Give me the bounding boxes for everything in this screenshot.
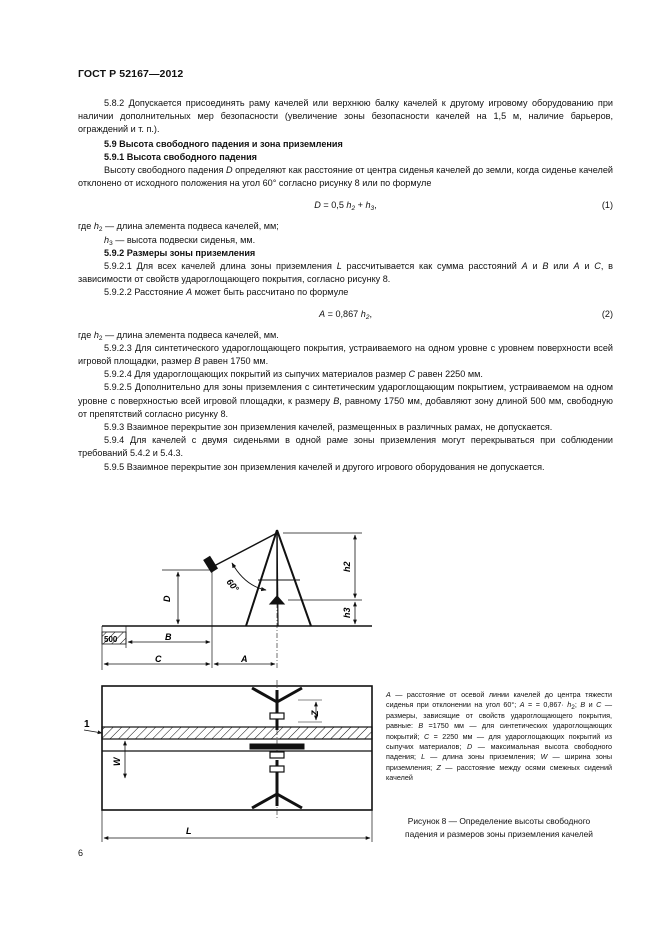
plan-leg-tl <box>252 688 277 702</box>
document-header: ГОСТ Р 52167—2012 <box>78 68 184 80</box>
paragraph-5-9-2-5: 5.9.2.5 Дополнительно для зоны приземления с синтетическим удароглощающим покрытием, устраиваемом на одном уровне с поверхностью всей игровой площадки, к размеру B, равному 1750 мм, добавляют зону длиной 500 мм, свободную от препятствий согласно рисунку 8. <box>78 382 613 419</box>
swing-plan <box>84 680 372 842</box>
label-h2: h2 <box>342 561 352 572</box>
elevation-labels <box>104 561 352 664</box>
paragraph-5-9-1: Высоту свободного падения D определяют как расстояние от центра сиденья качелей до земли, когда сиденье качелей отклонено от исходного положения на угол 60° согласно рисунку 8 или по формуле <box>78 165 613 189</box>
label-w: W <box>112 757 122 766</box>
plan-leg-bl <box>252 794 277 808</box>
figure-legend: A — расстояние от осевой линии качелей до центра тяжести сиденья при отклонении на угол 60°; A = = $0,867\cdot h_2$; B и C — размеры, зависящие от свойств удароглощающего покрытия, равные: B =1750 мм — для синтетических удароглощающих покрытий; C = 2250 мм — для удароглощающих покрытий из сыпучих материалов; D — максимальная высота свободного падения; L — длина зоны приземления; W — ширина зоны приземления; Z — расстояние между осями смежных сидений качелей <box>386 690 613 783</box>
paragraph-5-9-2-1: 5.9.2.1 Для всех качелей длина зоны приземления L рассчитывается как сумма расстояний A и B или A и C, в зависимости от свойств удароглощающего покрытия, согласно рисунку 8. <box>78 261 613 285</box>
where-h2-2: где $h_2$ — длина элемента подвеса качелей, мм. <box>78 329 279 342</box>
equation-number: (2) <box>601 308 613 319</box>
plan-crossbar <box>250 744 304 749</box>
leader-1 <box>84 730 102 733</box>
label-d: D <box>162 595 172 602</box>
paragraph-5-9-5: 5.9.5 Взаимное перекрытие зон приземления качелей и другого игрового оборудования не допускается. <box>104 461 545 472</box>
swing-elevation <box>102 530 372 670</box>
where-h3: $h_3$ — высота подвески сиденья, мм. <box>104 234 256 247</box>
equation-2: A = 0,867 $h_2$, (2) <box>78 302 613 327</box>
plan-leg-br <box>277 794 302 808</box>
heading-5-9-2: 5.9.2 Размеры зоны приземления <box>104 247 256 258</box>
figure-caption: Рисунок 8 — Определение высоты свободного падения и размеров зоны приземления качелей <box>405 816 593 839</box>
paragraph-5-9-3: 5.9.3 Взаимное перекрытие зон приземления качелей, размещенных в различных рамах, не допускается. <box>104 422 553 433</box>
paragraph-5-9-2-2: 5.9.2.2 Расстояние A может быть рассчитано по формуле <box>104 287 349 298</box>
plan-seat-1 <box>270 713 284 719</box>
where-h2: где $h_2$ — длина элемента подвеса качелей, мм; <box>78 221 279 234</box>
plan-beam <box>102 727 372 739</box>
label-z: Z <box>310 710 320 716</box>
plan-seat-3 <box>270 766 284 772</box>
plan-seat-2 <box>270 752 284 758</box>
heading-5-9: 5.9 Высота свободного падения и зона приземления <box>104 138 343 149</box>
label-angle: 60° <box>224 576 241 594</box>
frame-leg-left <box>246 530 277 626</box>
label-1: 1 <box>84 719 90 730</box>
label-h3: h3 <box>342 607 352 618</box>
label-a: A <box>241 654 248 664</box>
paragraph-5-9-4: 5.9.4 Для качелей с двумя сиденьями в одной раме зоны приземления могут перекрываться при соблюдении требований 5.4.2 и 5.4.3. <box>78 435 613 459</box>
label-l: L <box>186 826 192 836</box>
label-500: 500 <box>104 635 118 644</box>
label-c: C <box>155 654 162 664</box>
equation-1: D = 0,5 $h_2 + h_3$, (1) <box>78 193 613 218</box>
paragraph-5-9-2-4: 5.9.2.4 Для удароглощающих покрытий из сыпучих материалов размер C равен 2250 мм. <box>104 369 483 380</box>
paragraph-5-9-2-3: 5.9.2.3 Для синтетического удароглощающего покрытия, устраиваемого на одном уровне с уровнем поверхности всей игровой площадки, размер B равен 1750 мм. <box>78 342 613 367</box>
page-number: 6 <box>78 848 84 858</box>
equation-number: (1) <box>601 200 613 211</box>
label-b: B <box>165 632 172 642</box>
heading-5-9-1: 5.9.1 Высота свободного падения <box>104 151 257 162</box>
paragraph-5-8-2: 5.8.2 Допускается присоединять раму качелей или верхнюю балку качелей к другому игровому оборудованию при наличии дополнительных мер безопасности (увеличение зоны безопасности качелей на 1,5 м, наличие барьеров, ограждений и т. п.). <box>78 98 613 135</box>
plan-outline <box>102 686 372 810</box>
frame-leg-right <box>277 530 311 626</box>
